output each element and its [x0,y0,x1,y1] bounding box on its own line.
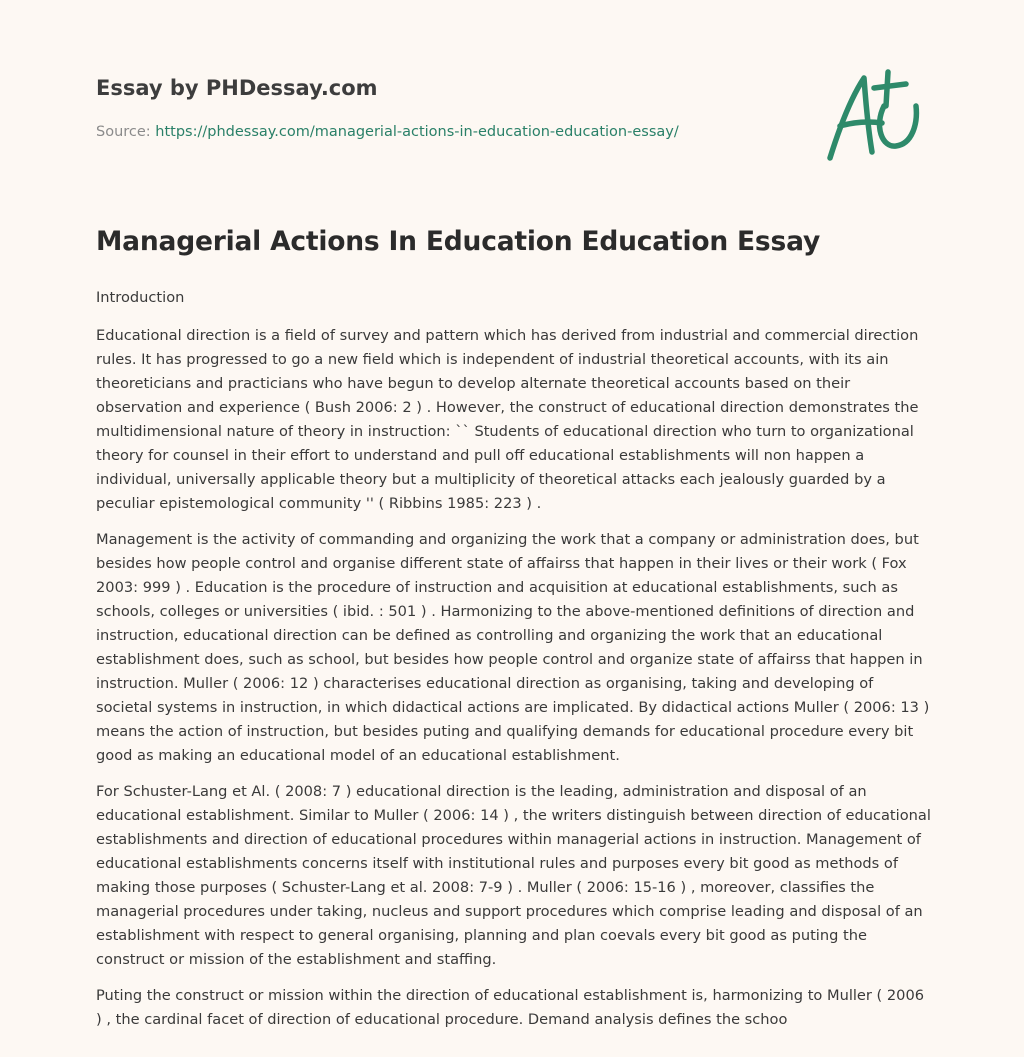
source-label: Source: [96,124,151,140]
section-heading: Introduction [96,289,185,306]
a-plus-logo-icon [820,66,930,166]
source-line [96,124,679,140]
paragraph: For Schuster-Lang et Al. ( 2008: 7 ) educational direction is the leading, administration and disposal of an educational establishment. Similar to Muller ( 2006: 14 ) , the writers distinguish between direction of educational establishments and direction of educational procedures within managerial actions in instruction. Management of educational establishments concerns itself with institutional rules and purposes every bit good as methods of making those purposes ( Schuster-Lang et al. 2008: 7-9 ) . Muller ( 2006: 15-16 ) , moreover, classifies the managerial procedures under taking, nucleus and support procedures which comprise leading and disposal of an establishment with respect to general organising, planning and plan coevals every bit good as puting the construct or mission of the establishment and staffing. [96,783,931,968]
paragraph: Management is the activity of commanding and organizing the work that a company or administration does, but besides how people control and organise different state of affairss that happen in their lives or their work ( Fox 2003: 999 ) . Education is the procedure of instruction and acquisition at educational establishments, such as schools, colleges or universities ( ibid. : 501 ) . Harmonizing to the above-mentioned definitions of direction and instruction, educational direction can be defined as controlling and organizing the work that an educational establishment does, such as school, but besides how people control and organize state of affairss that happen in instruction. Muller ( 2006: 12 ) characterises educational direction as organising, taking and developing of societal systems in instruction, in which didactical actions are implicated. By didactical actions Muller ( 2006: 13 ) means the action of instruction, but besides puting and qualifying demands for educational procedure every bit good as making an educational model of an educational establishment. [96,531,930,764]
essay-title: Managerial Actions In Education Education Essay [96,226,821,257]
site-title: Essay by PHDessay.com [96,76,378,100]
source-link[interactable]: https://phdessay.com/managerial-actions-in-education-education-essay/ [155,124,679,140]
paragraph: Puting the construct or mission within the direction of educational establishment is, harmonizing to Muller ( 2006 ) , the cardinal facet of direction of educational procedure. Demand analysis defines the schoo [96,987,925,1028]
paragraph: Educational direction is a field of survey and pattern which has derived from industrial and commercial direction rules. It has progressed to go a new field which is independent of industrial theoretical accounts, with its ain theoreticians and practicians who have begun to develop alternate theoretical accounts based on their observation and experience ( Bush 2006: 2 ) . However, the construct of educational direction demonstrates the multidimensional nature of theory in instruction: `` Students of educational direction who turn to organizational theory for counsel in their effort to understand and pull off educational establishments will non happen a individual, universally applicable theory but a multiplicity of theoretical attacks each jealously guarded by a peculiar epistemological community '' ( Ribbins 1985: 223 ) . [96,327,919,512]
essay-body [96,286,934,1044]
